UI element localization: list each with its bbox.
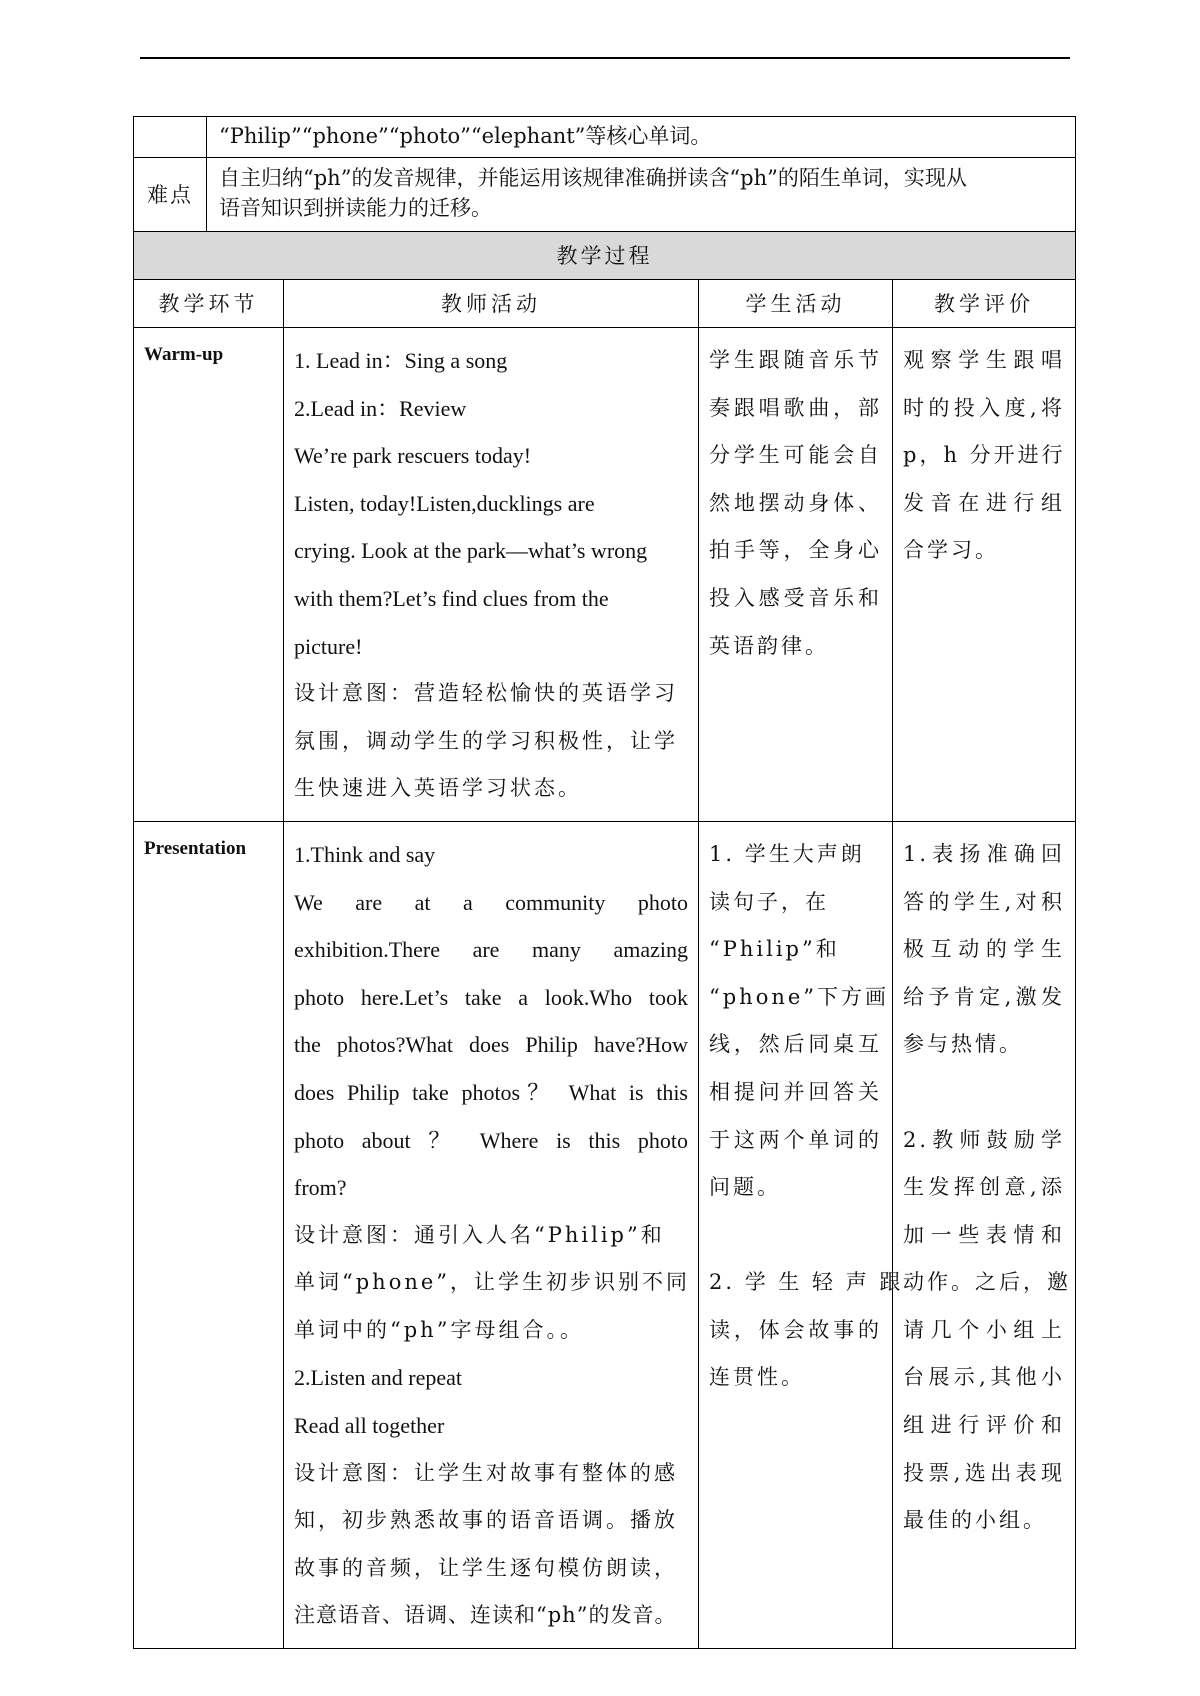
presentation-evaluation-line: 台展示,其他小 bbox=[903, 1365, 1066, 1390]
difficulty-line-2: 语音知识到拼读能力的迁移。 bbox=[219, 196, 492, 220]
process-title-row bbox=[134, 232, 1076, 280]
warmup-design-intent-line: 设计意图：营造轻松愉快的英语学习 bbox=[294, 681, 678, 706]
warmup-teacher-line: 1. Lead in：Sing a song bbox=[294, 348, 508, 373]
presentation-stage: Presentation bbox=[134, 821, 284, 1648]
presentation-teacher-line: from? bbox=[294, 1175, 347, 1201]
presentation-design-intent-line: 故事的音频，让学生逐句模仿朗读， bbox=[294, 1555, 678, 1580]
warmup-student-line: 英语韵律。 bbox=[709, 633, 829, 658]
presentation-evaluation-line: 答的学生,对积 bbox=[903, 889, 1066, 914]
presentation-student-cell bbox=[699, 821, 904, 1648]
warmup-teacher-line: picture! bbox=[294, 633, 363, 659]
presentation-evaluation-line: 加一些表情和 bbox=[903, 1222, 1066, 1247]
presentation-evaluation-cell bbox=[893, 821, 1076, 1648]
presentation-evaluation-line: 最佳的小组。 bbox=[903, 1508, 1047, 1533]
presentation-teacher-line: We are at a community photo bbox=[294, 889, 688, 915]
warmup-teacher-line: crying. Look at the park—what’s wrong bbox=[294, 538, 648, 564]
process-title: 教学过程 bbox=[134, 232, 1076, 280]
presentation-evaluation-line: 组进行评价和 bbox=[903, 1413, 1066, 1438]
presentation-student-line: 读句子，在 bbox=[709, 889, 829, 914]
header-student: 学生活动 bbox=[699, 280, 893, 328]
warmup-teacher-line: We’re park rescuers today! bbox=[294, 443, 532, 469]
warmup-teacher-line: Listen, today!Listen,ducklings are bbox=[294, 490, 595, 516]
header-evaluation: 教学评价 bbox=[893, 280, 1076, 328]
difficulty-row bbox=[134, 158, 1076, 232]
warmup-student-line: 学生跟随音乐节 bbox=[709, 348, 882, 372]
warmup-student-line: 然地摆动身体、 bbox=[709, 490, 882, 515]
warmup-teacher-line: 2.Lead in：Review bbox=[294, 395, 467, 421]
warmup-evaluation-line: 观察学生跟唱 bbox=[903, 348, 1066, 372]
warmup-stage: Warm-up bbox=[134, 328, 284, 822]
presentation-teacher-line: exhibition.There are many amazing bbox=[294, 937, 688, 963]
warmup-row bbox=[134, 328, 1076, 822]
presentation-teacher-line: 2.Listen and repeat bbox=[294, 1365, 462, 1391]
objectives-cell bbox=[207, 117, 1076, 158]
presentation-evaluation-spacer bbox=[903, 1069, 1065, 1117]
presentation-design-intent-line: 设计意图：通引入人名“Philip”和 bbox=[294, 1222, 665, 1247]
presentation-design-intent-line: 注意语音、语调、连读和“ph”的发音。 bbox=[294, 1603, 677, 1628]
warmup-evaluation-line: 时的投入度,将 bbox=[903, 395, 1066, 420]
presentation-student-line: 于这两个单词的 bbox=[709, 1127, 882, 1152]
warmup-evaluation bbox=[893, 328, 1075, 583]
presentation-student-line: “Philip”和 bbox=[709, 937, 840, 962]
column-header-row bbox=[134, 280, 1076, 328]
difficulty-label: 难点 bbox=[134, 158, 207, 232]
warmup-student-cell bbox=[699, 328, 893, 822]
presentation-design-intent-line: 设计意图：让学生对故事有整体的感 bbox=[294, 1460, 678, 1485]
warmup-student-line: 分学生可能会自 bbox=[709, 443, 882, 468]
presentation-student-line: 读，体会故事的 bbox=[709, 1317, 882, 1342]
warmup-teacher-cell bbox=[284, 328, 699, 822]
warmup-evaluation-line: 发音在进行组 bbox=[903, 490, 1066, 515]
presentation-teacher-line: does Philip take photos？ What is this bbox=[294, 1079, 688, 1105]
presentation-teacher-cell bbox=[284, 821, 699, 1648]
presentation-student-line: 1. 学生大声朗 bbox=[709, 841, 865, 866]
warmup-evaluation-line: p，h 分开进行 bbox=[903, 443, 1066, 468]
warmup-teacher bbox=[284, 328, 698, 821]
warmup-student bbox=[699, 328, 892, 678]
presentation-teacher-line: photo about ？ Where is this photo bbox=[294, 1127, 688, 1153]
warmup-student-line: 拍手等，全身心 bbox=[709, 538, 882, 563]
difficulty-line-1: 自主归纳“ph”的发音规律，并能运用该规律准确拼读含“ph”的陌生单词，实现从 bbox=[219, 166, 967, 190]
presentation-row bbox=[134, 821, 1076, 1648]
lesson-plan-table bbox=[133, 116, 1076, 1649]
header-rule bbox=[140, 57, 1070, 59]
presentation-evaluation-line: 请几个小组上 bbox=[903, 1317, 1066, 1342]
presentation-evaluation-line: 极互动的学生 bbox=[903, 937, 1066, 962]
warmup-evaluation-line: 合学习。 bbox=[903, 538, 999, 563]
warmup-student-line: 奏跟唱歌曲，部 bbox=[709, 395, 882, 420]
presentation-student-line: 相提问并回答关 bbox=[709, 1079, 882, 1104]
warmup-design-intent-line: 氛围，调动学生的学习积极性，让学 bbox=[294, 728, 678, 753]
warmup-teacher-line: with them?Let’s find clues from the bbox=[294, 585, 609, 611]
presentation-evaluation-line: 1.表扬准确回 bbox=[903, 841, 1066, 866]
presentation-design-intent-line: 单词中的“ph”字母组合。。 bbox=[294, 1317, 584, 1342]
objectives-text: “Philip”“phone”“photo”“elephant”等核心单词。 bbox=[219, 124, 712, 148]
presentation-student-line: 连贯性。 bbox=[709, 1365, 805, 1390]
header-teacher: 教师活动 bbox=[284, 280, 699, 328]
presentation-design-intent-line: 单词“phone”，让学生初步识别不同 bbox=[294, 1270, 691, 1295]
warmup-evaluation-cell bbox=[893, 328, 1076, 822]
presentation-evaluation-line: 生发挥创意,添 bbox=[903, 1175, 1066, 1200]
warmup-student-line: 投入感受音乐和 bbox=[709, 585, 882, 610]
presentation-teacher-line: photo here.Let’s take a look.Who took bbox=[294, 984, 688, 1010]
presentation-teacher-line: the photos?What does Philip have?How bbox=[294, 1032, 688, 1058]
objectives-continued-row bbox=[134, 117, 1076, 158]
warmup-design-intent-line: 生快速进入英语学习状态。 bbox=[294, 776, 582, 801]
presentation-evaluation-line: 2.教师鼓励学 bbox=[903, 1127, 1066, 1152]
difficulty-cell bbox=[207, 158, 1076, 232]
presentation-student-line: 2. 学 生 轻 声 跟 bbox=[709, 1270, 904, 1295]
presentation-teacher-line: 1.Think and say bbox=[294, 841, 436, 867]
header-stage: 教学环节 bbox=[134, 280, 284, 328]
presentation-evaluation-line: 投票,选出表现 bbox=[903, 1460, 1066, 1485]
presentation-teacher bbox=[284, 822, 698, 1648]
presentation-evaluation-line: 参与热情。 bbox=[903, 1032, 1023, 1057]
presentation-student bbox=[699, 822, 904, 1410]
presentation-student-line: 线，然后同桌互 bbox=[709, 1032, 882, 1057]
presentation-evaluation-line: 动作。之后，邀 bbox=[903, 1270, 1071, 1295]
presentation-evaluation-line: 给予肯定,激发 bbox=[903, 984, 1066, 1009]
presentation-student-line: 问题。 bbox=[709, 1175, 781, 1200]
empty-label-cell bbox=[134, 117, 207, 158]
presentation-student-line: “phone”下方画 bbox=[709, 984, 890, 1009]
presentation-student-spacer bbox=[709, 1212, 882, 1260]
presentation-evaluation bbox=[893, 822, 1075, 1553]
presentation-design-intent-line: 知，初步熟悉故事的语音语调。播放 bbox=[294, 1508, 678, 1533]
presentation-teacher-line: Read all together bbox=[294, 1413, 445, 1439]
